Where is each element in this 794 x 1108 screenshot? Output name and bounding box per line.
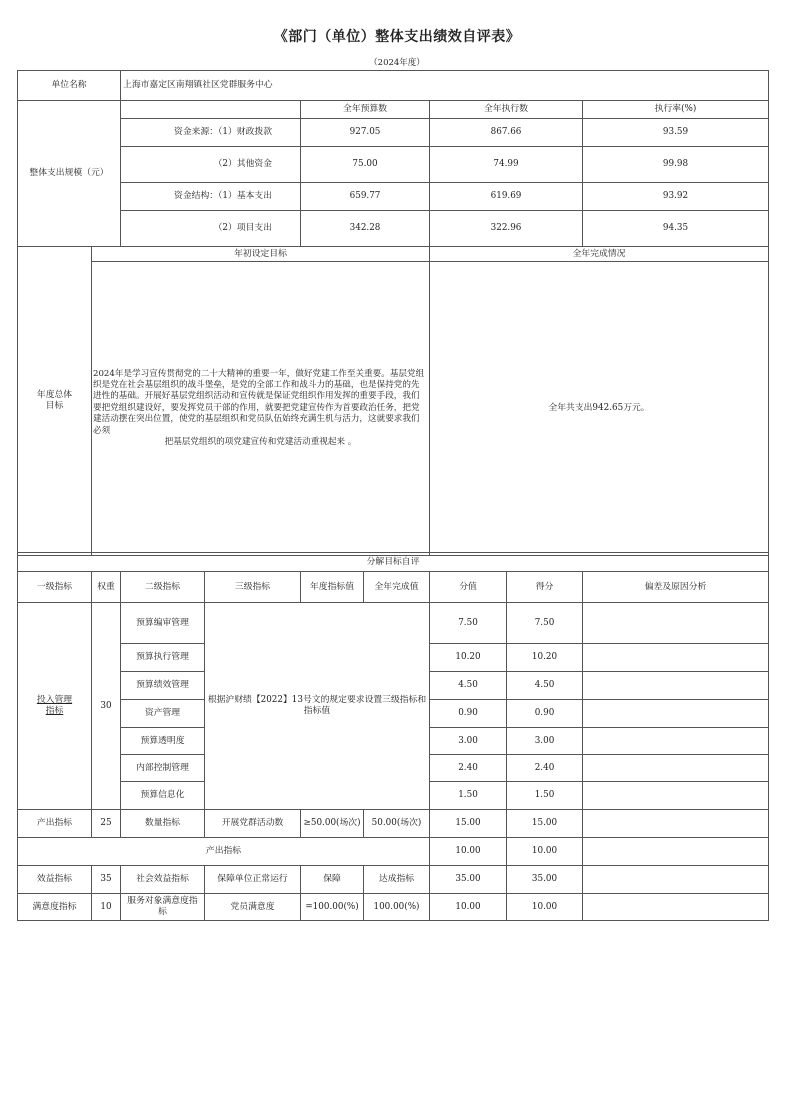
input-score: 10.20 — [430, 644, 507, 672]
col-level3: 三级指标 — [205, 572, 301, 603]
actual-header: 全年执行数 — [430, 101, 583, 119]
output-level3: 开展党群活动数 — [205, 810, 301, 838]
breakdown-title: 分解目标自评 — [18, 553, 769, 572]
set-goal-last-line: 把基层党组织的项党建宣传和党建活动重视起来 。 — [164, 436, 357, 447]
output-target: ≥50.00(场次) — [301, 810, 364, 838]
set-goal-text — [92, 262, 430, 556]
satisfaction-analysis — [583, 894, 769, 921]
output-weight: 25 — [92, 810, 121, 838]
col-analysis: 偏差及原因分析 — [583, 572, 769, 603]
input-level2: 预算执行管理 — [121, 644, 205, 672]
completion-header: 全年完成情况 — [430, 247, 769, 262]
completion-text: 全年共支出942.65万元。 — [430, 262, 769, 556]
unit-name: 上海市嘉定区南翔镇社区党群服务中心 — [121, 71, 769, 101]
benefit-level2: 社会效益指标 — [121, 866, 205, 894]
unit-label: 单位名称 — [18, 71, 121, 101]
output-got: 15.00 — [507, 810, 583, 838]
benefit-target: 保障 — [301, 866, 364, 894]
fund-structure-basic-label: 资金结构：（1）基本支出 — [121, 183, 301, 211]
satisfaction-level1: 满意度指标 — [18, 894, 92, 921]
set-goal-paragraph: 2024年是学习宣传贯彻党的二十大精神的重要一年，做好党建工作至关重要。基层党组织是党在社会基层组织的战斗堡垒，是党的全部工作和战斗力的基础，也是保持党的先进性的基础。开展好基层党组织活动和宣传就是保证党组织作用发挥的重要手段，我们要把党组织建设好，要发挥党员干部的作用，就要把党建宣传作为首要政治任务，把党建活动摆在突出位置，使党的基层组织和党员队伍始终充满生机与活力，这就要求我们必须 — [93, 368, 425, 436]
input-analysis — [583, 728, 769, 755]
annual-goal-label: 年度总体目标 — [18, 247, 92, 556]
rate-header: 执行率(%) — [583, 101, 769, 119]
col-target: 年度指标值 — [301, 572, 364, 603]
set-goal-header: 年初设定目标 — [92, 247, 430, 262]
fund-source-other-actual: 74.99 — [430, 147, 583, 183]
fund-structure-basic-budget: 659.77 — [301, 183, 430, 211]
output-analysis — [583, 810, 769, 838]
input-score: 1.50 — [430, 782, 507, 810]
satisfaction-level2: 服务对象满意度指标 — [121, 894, 205, 921]
fund-structure-project-actual: 322.96 — [430, 211, 583, 247]
fund-source-fiscal-budget: 927.05 — [301, 119, 430, 147]
input-got: 10.20 — [507, 644, 583, 672]
fund-structure-project-label: （2）项目支出 — [121, 211, 301, 247]
benefit-analysis — [583, 866, 769, 894]
output-sub-label: 产出指标 — [18, 838, 430, 866]
output-sub-score: 10.00 — [430, 838, 507, 866]
input-score: 2.40 — [430, 755, 507, 782]
input-level1: 投入管理指标 — [18, 603, 92, 810]
benefit-level3: 保障单位正常运行 — [205, 866, 301, 894]
satisfaction-score: 10.00 — [430, 894, 507, 921]
input-weight: 30 — [92, 603, 121, 810]
col-weight: 权重 — [92, 572, 121, 603]
satisfaction-level3: 党员满意度 — [205, 894, 301, 921]
scale-label: 整体支出规模（元） — [18, 101, 121, 247]
fund-source-other-budget: 75.00 — [301, 147, 430, 183]
fund-source-fiscal-label: 资金来源：（1）财政拨款 — [121, 119, 301, 147]
input-level2: 预算编审管理 — [121, 603, 205, 644]
satisfaction-target: =100.00(%) — [301, 894, 364, 921]
satisfaction-weight: 10 — [92, 894, 121, 921]
input-got: 3.00 — [507, 728, 583, 755]
output-level2: 数量指标 — [121, 810, 205, 838]
input-analysis — [583, 700, 769, 728]
benefit-score: 35.00 — [430, 866, 507, 894]
input-level2: 内部控制管理 — [121, 755, 205, 782]
input-level2: 预算绩效管理 — [121, 672, 205, 700]
input-got: 0.90 — [507, 700, 583, 728]
fund-structure-basic-actual: 619.69 — [430, 183, 583, 211]
col-actual: 全年完成值 — [364, 572, 430, 603]
fund-source-other-label: （2）其他资金 — [121, 147, 301, 183]
form-title: 《部门（单位）整体支出绩效自评表》 — [273, 29, 521, 45]
output-actual: 50.00(场次) — [364, 810, 430, 838]
fund-structure-basic-rate: 93.92 — [583, 183, 769, 211]
input-got: 1.50 — [507, 782, 583, 810]
scale-header-blank — [121, 101, 301, 119]
input-score: 0.90 — [430, 700, 507, 728]
col-level1: 一级指标 — [18, 572, 92, 603]
input-level3-merged: 根据沪财绩【2022】13号文的规定要求设置三级指标和指标值 — [205, 603, 430, 810]
satisfaction-actual: 100.00(%) — [364, 894, 430, 921]
input-analysis — [583, 644, 769, 672]
input-got: 4.50 — [507, 672, 583, 700]
output-score: 15.00 — [430, 810, 507, 838]
input-analysis — [583, 782, 769, 810]
benefit-level1: 效益指标 — [18, 866, 92, 894]
fund-source-other-rate: 99.98 — [583, 147, 769, 183]
input-got: 2.40 — [507, 755, 583, 782]
input-score: 7.50 — [430, 603, 507, 644]
input-got: 7.50 — [507, 603, 583, 644]
output-sub-got: 10.00 — [507, 838, 583, 866]
col-level2: 二级指标 — [121, 572, 205, 603]
fund-structure-project-budget: 342.28 — [301, 211, 430, 247]
budget-header: 全年预算数 — [301, 101, 430, 119]
input-analysis — [583, 603, 769, 644]
input-score: 3.00 — [430, 728, 507, 755]
benefit-weight: 35 — [92, 866, 121, 894]
summary-table — [17, 70, 769, 556]
col-got: 得分 — [507, 572, 583, 603]
input-score: 4.50 — [430, 672, 507, 700]
fund-source-fiscal-rate: 93.59 — [583, 119, 769, 147]
satisfaction-got: 10.00 — [507, 894, 583, 921]
fund-source-fiscal-actual: 867.66 — [430, 119, 583, 147]
fund-structure-project-rate: 94.35 — [583, 211, 769, 247]
input-analysis — [583, 672, 769, 700]
input-level2: 预算信息化 — [121, 782, 205, 810]
col-score: 分值 — [430, 572, 507, 603]
benefit-actual: 达成指标 — [364, 866, 430, 894]
input-level2: 预算透明度 — [121, 728, 205, 755]
output-sub-analysis — [583, 838, 769, 866]
form-year: （2024年度） — [369, 58, 425, 68]
output-level1: 产出指标 — [18, 810, 92, 838]
input-level2: 资产管理 — [121, 700, 205, 728]
benefit-got: 35.00 — [507, 866, 583, 894]
input-analysis — [583, 755, 769, 782]
breakdown-table — [17, 552, 769, 921]
